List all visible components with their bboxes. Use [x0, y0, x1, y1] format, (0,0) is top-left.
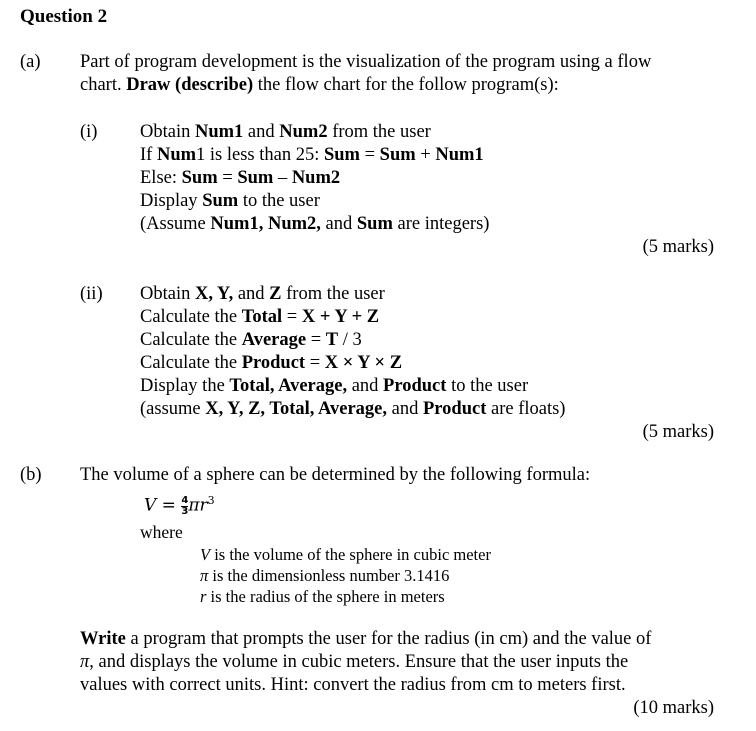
- part-a-label: (a): [20, 52, 41, 72]
- sub-i-marks: (5 marks): [642, 237, 714, 257]
- fraction-four-thirds: $\frac{4}{3}$: [181, 494, 189, 517]
- definition-pi: π is the dimensionless number 3.1416: [200, 566, 450, 585]
- sub-i-line-3: Else: Sum = Sum – Num2: [140, 168, 341, 188]
- part-a-intro-line-2: chart. Draw (describe) the flow chart for the follow program(s):: [80, 75, 559, 95]
- sub-i-line-5: (Assume Num1, Num2, and Sum are integers): [140, 214, 490, 234]
- sub-i-line-1: Obtain Num1 and Num2 from the user: [140, 122, 431, 142]
- sub-ii-line-6: (assume X, Y, Z, Total, Average, and Product are floats): [140, 399, 566, 419]
- part-b-intro: The volume of a sphere can be determined by the following formula:: [80, 465, 591, 485]
- sub-ii-line-4: Calculate the Product = X × Y × Z: [140, 353, 403, 373]
- sub-ii-label: (ii): [80, 284, 103, 304]
- sub-i-line-4: Display Sum to the user: [140, 191, 320, 211]
- part-b-task-line-1: Write a program that prompts the user for the radius (in cm) and the value of: [80, 629, 652, 649]
- sub-ii-line-5: Display the Total, Average, and Product to the user: [140, 376, 529, 396]
- part-b-marks: (10 marks): [633, 698, 714, 718]
- sub-ii-line-3: Calculate the Average = T / 3: [140, 330, 362, 350]
- part-b-label: (b): [20, 465, 42, 485]
- sub-ii-line-2: Calculate the Total = X + Y + Z: [140, 307, 380, 327]
- sub-i-line-2: If Num1 is less than 25: Sum = Sum + Num1: [140, 145, 484, 165]
- part-b-task-line-2: π, and displays the volume in cubic meters. Ensure that the user inputs the: [80, 652, 629, 672]
- where-label: where: [140, 522, 183, 542]
- sphere-volume-formula: V = $\frac{4}{3}$ $\pi r^3$: [144, 494, 215, 517]
- sub-ii-line-1: Obtain X, Y, and Z from the user: [140, 284, 385, 304]
- part-b-task-line-3: values with correct units. Hint: convert the radius from cm to meters first.: [80, 675, 626, 695]
- part-a-intro-line-1: Part of program development is the visualization of the program using a flow: [80, 52, 652, 72]
- sub-i-label: (i): [80, 122, 98, 142]
- definition-r: r is the radius of the sphere in meters: [200, 587, 445, 606]
- definition-v: V is the volume of the sphere in cubic meter: [200, 545, 491, 564]
- sub-ii-marks: (5 marks): [642, 422, 714, 442]
- question-title: Question 2: [20, 6, 108, 27]
